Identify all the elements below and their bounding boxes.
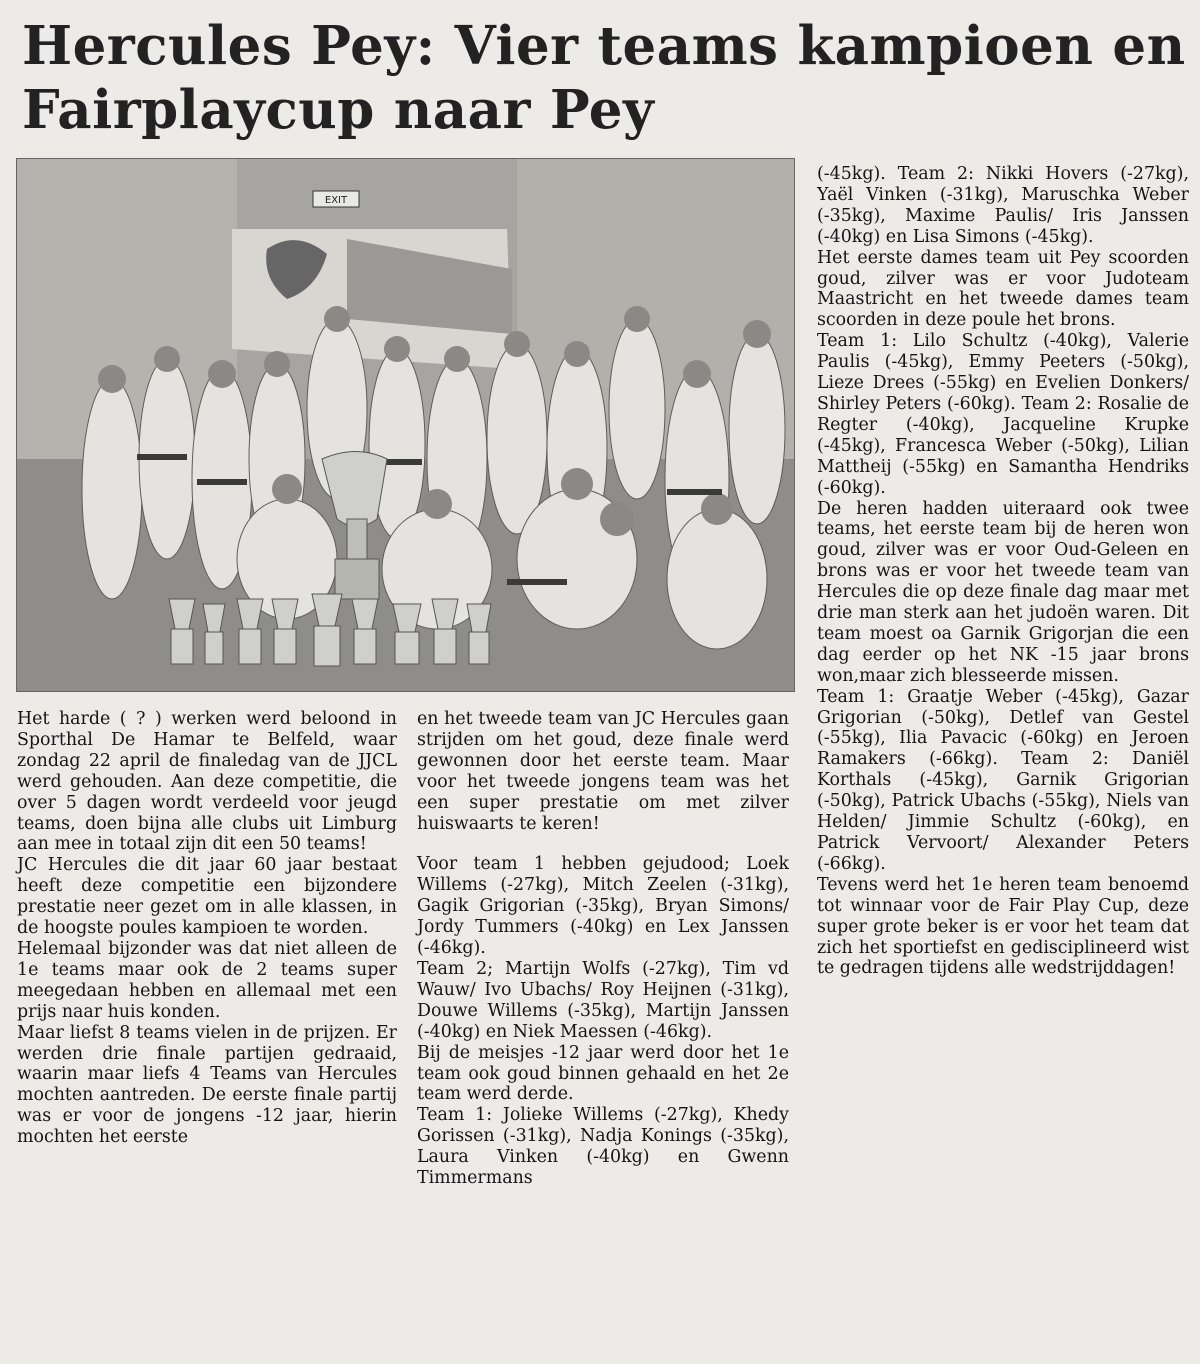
- paragraph: De heren hadden uiteraard ook twee teams, het eerste team bij de heren won goud, zilver was er voor Oud-Geleen en brons was er voor het tweede team van Hercules die op deze finale dag maar met drie man sterk aan het judoën waren. Dit team moest oa Garnik Grigorjan die een dag eerder op het NK -15 jaar brons won,maar zich blesseerde missen.: [817, 498, 1189, 686]
- headline: Hercules Pey: Vier teams kampioen en Fairplaycup naar Pey: [22, 15, 1186, 141]
- team-photo: [16, 158, 795, 692]
- paragraph: Het harde ( ? ) werken werd beloond in Sporthal De Hamar te Belfeld, waar zondag 22 april de finaledag van de JJCL werd gehouden. Aan deze competitie, die over 5 dagen wordt verdeeld voor jeugd teams, doen bijna alle clubs uit Limburg aan mee in totaal zijn dit een 50 teams!: [17, 709, 397, 855]
- paragraph: JC Hercules die dit jaar 60 jaar bestaat heeft deze competitie een bijzondere prestatie neer gezet om in alle klassen, in de hoogste poules kampioen te worden.: [17, 855, 397, 939]
- paragraph: Maar liefst 8 teams vielen in de prijzen. Er werden drie finale partijen gedraaid, waarin maar liefs 4 Teams van Hercules mochten aantreden. De eerste finale partij was er voor de jongens -12 jaar, hierin mochten het eerste: [17, 1022, 397, 1148]
- paragraph: Helemaal bijzonder was dat niet alleen de 1e teams maar ook de 2 teams super meegedaan hebben en allemaal met een prijs naar huis konden.: [17, 938, 397, 1022]
- exit-sign: EXIT: [324, 195, 348, 206]
- paragraph: Bij de meisjes -12 jaar werd door het 1e team ook goud binnen gehaald en het 2e team werd derde.: [417, 1042, 789, 1105]
- paragraph: (-45kg). Team 2: Nikki Hovers (-27kg), Yaël Vinken (-31kg), Maruschka Weber (-35kg), Maxime Paulis/ Iris Janssen (-40kg) en Lisa Simons (-45kg).: [817, 164, 1189, 247]
- paragraph: Team 2; Martijn Wolfs (-27kg), Tim vd Wauw/ Ivo Ubachs/ Roy Heijnen (-31kg), Douwe Willems (-35kg), Martijn Janssen (-40kg) en Niek Maessen (-46kg).: [417, 958, 789, 1042]
- paragraph: Team 1: Lilo Schultz (-40kg), Valerie Paulis (-45kg), Emmy Peeters (-50kg), Lieze Drees (-55kg) en Evelien Donkers/ Shirley Peters (-60kg). Team 2: Rosalie de Regter (-40kg), Jacqueline Krupke (-45kg), Francesca Weber (-50kg), Lilian Mattheij (-55kg) en Samantha Hendriks (-60kg).: [817, 331, 1189, 498]
- column-3: [817, 164, 1189, 979]
- paragraph: Tevens werd het 1e heren team benoemd tot winnaar voor de Fair Play Cup, deze super grote beker is er voor het team dat zich het sportiefst en gedisciplineerd wist te gedragen tijdens alle wedstrijddagen!: [817, 874, 1189, 979]
- paragraph: Team 1: Jolieke Willems (-27kg), Khedy Gorissen (-31kg), Nadja Konings (-35kg), Laura Vinken (-40kg) en Gwenn Timmermans: [417, 1105, 789, 1189]
- column-2: [417, 709, 789, 1189]
- paragraph: en het tweede team van JC Hercules gaan strijden om het goud, deze finale werd gewonnen door het eerste team. Maar voor het tweede jongens team was het een super prestatie om met zilver huiswaarts te keren!: [417, 709, 789, 834]
- paragraph: Het eerste dames team uit Pey scoorden goud, zilver was er voor Judoteam Maastricht en het tweede dames team scoorden in deze poule het brons.: [817, 247, 1189, 331]
- paragraph: Team 1: Graatje Weber (-45kg), Gazar Grigorian (-50kg), Detlef van Gestel (-55kg), Ilia Pavacic (-60kg) en Jeroen Ramakers (-66kg). Team 2: Daniël Korthals (-45kg), Garnik Grigorian (-50kg), Patrick Ubachs (-55kg), Niels van Helden/ Jimmie Schultz (-60kg), en Patrick Vervoort/ Alexander Peters (-66kg).: [817, 686, 1189, 874]
- paragraph: Voor team 1 hebben gejudood; Loek Willems (-27kg), Mitch Zeelen (-31kg), Gagik Grigorian (-35kg), Bryan Simons/ Jordy Tummers (-40kg) en Lex Janssen (-46kg).: [417, 854, 789, 959]
- column-1: [17, 709, 397, 1148]
